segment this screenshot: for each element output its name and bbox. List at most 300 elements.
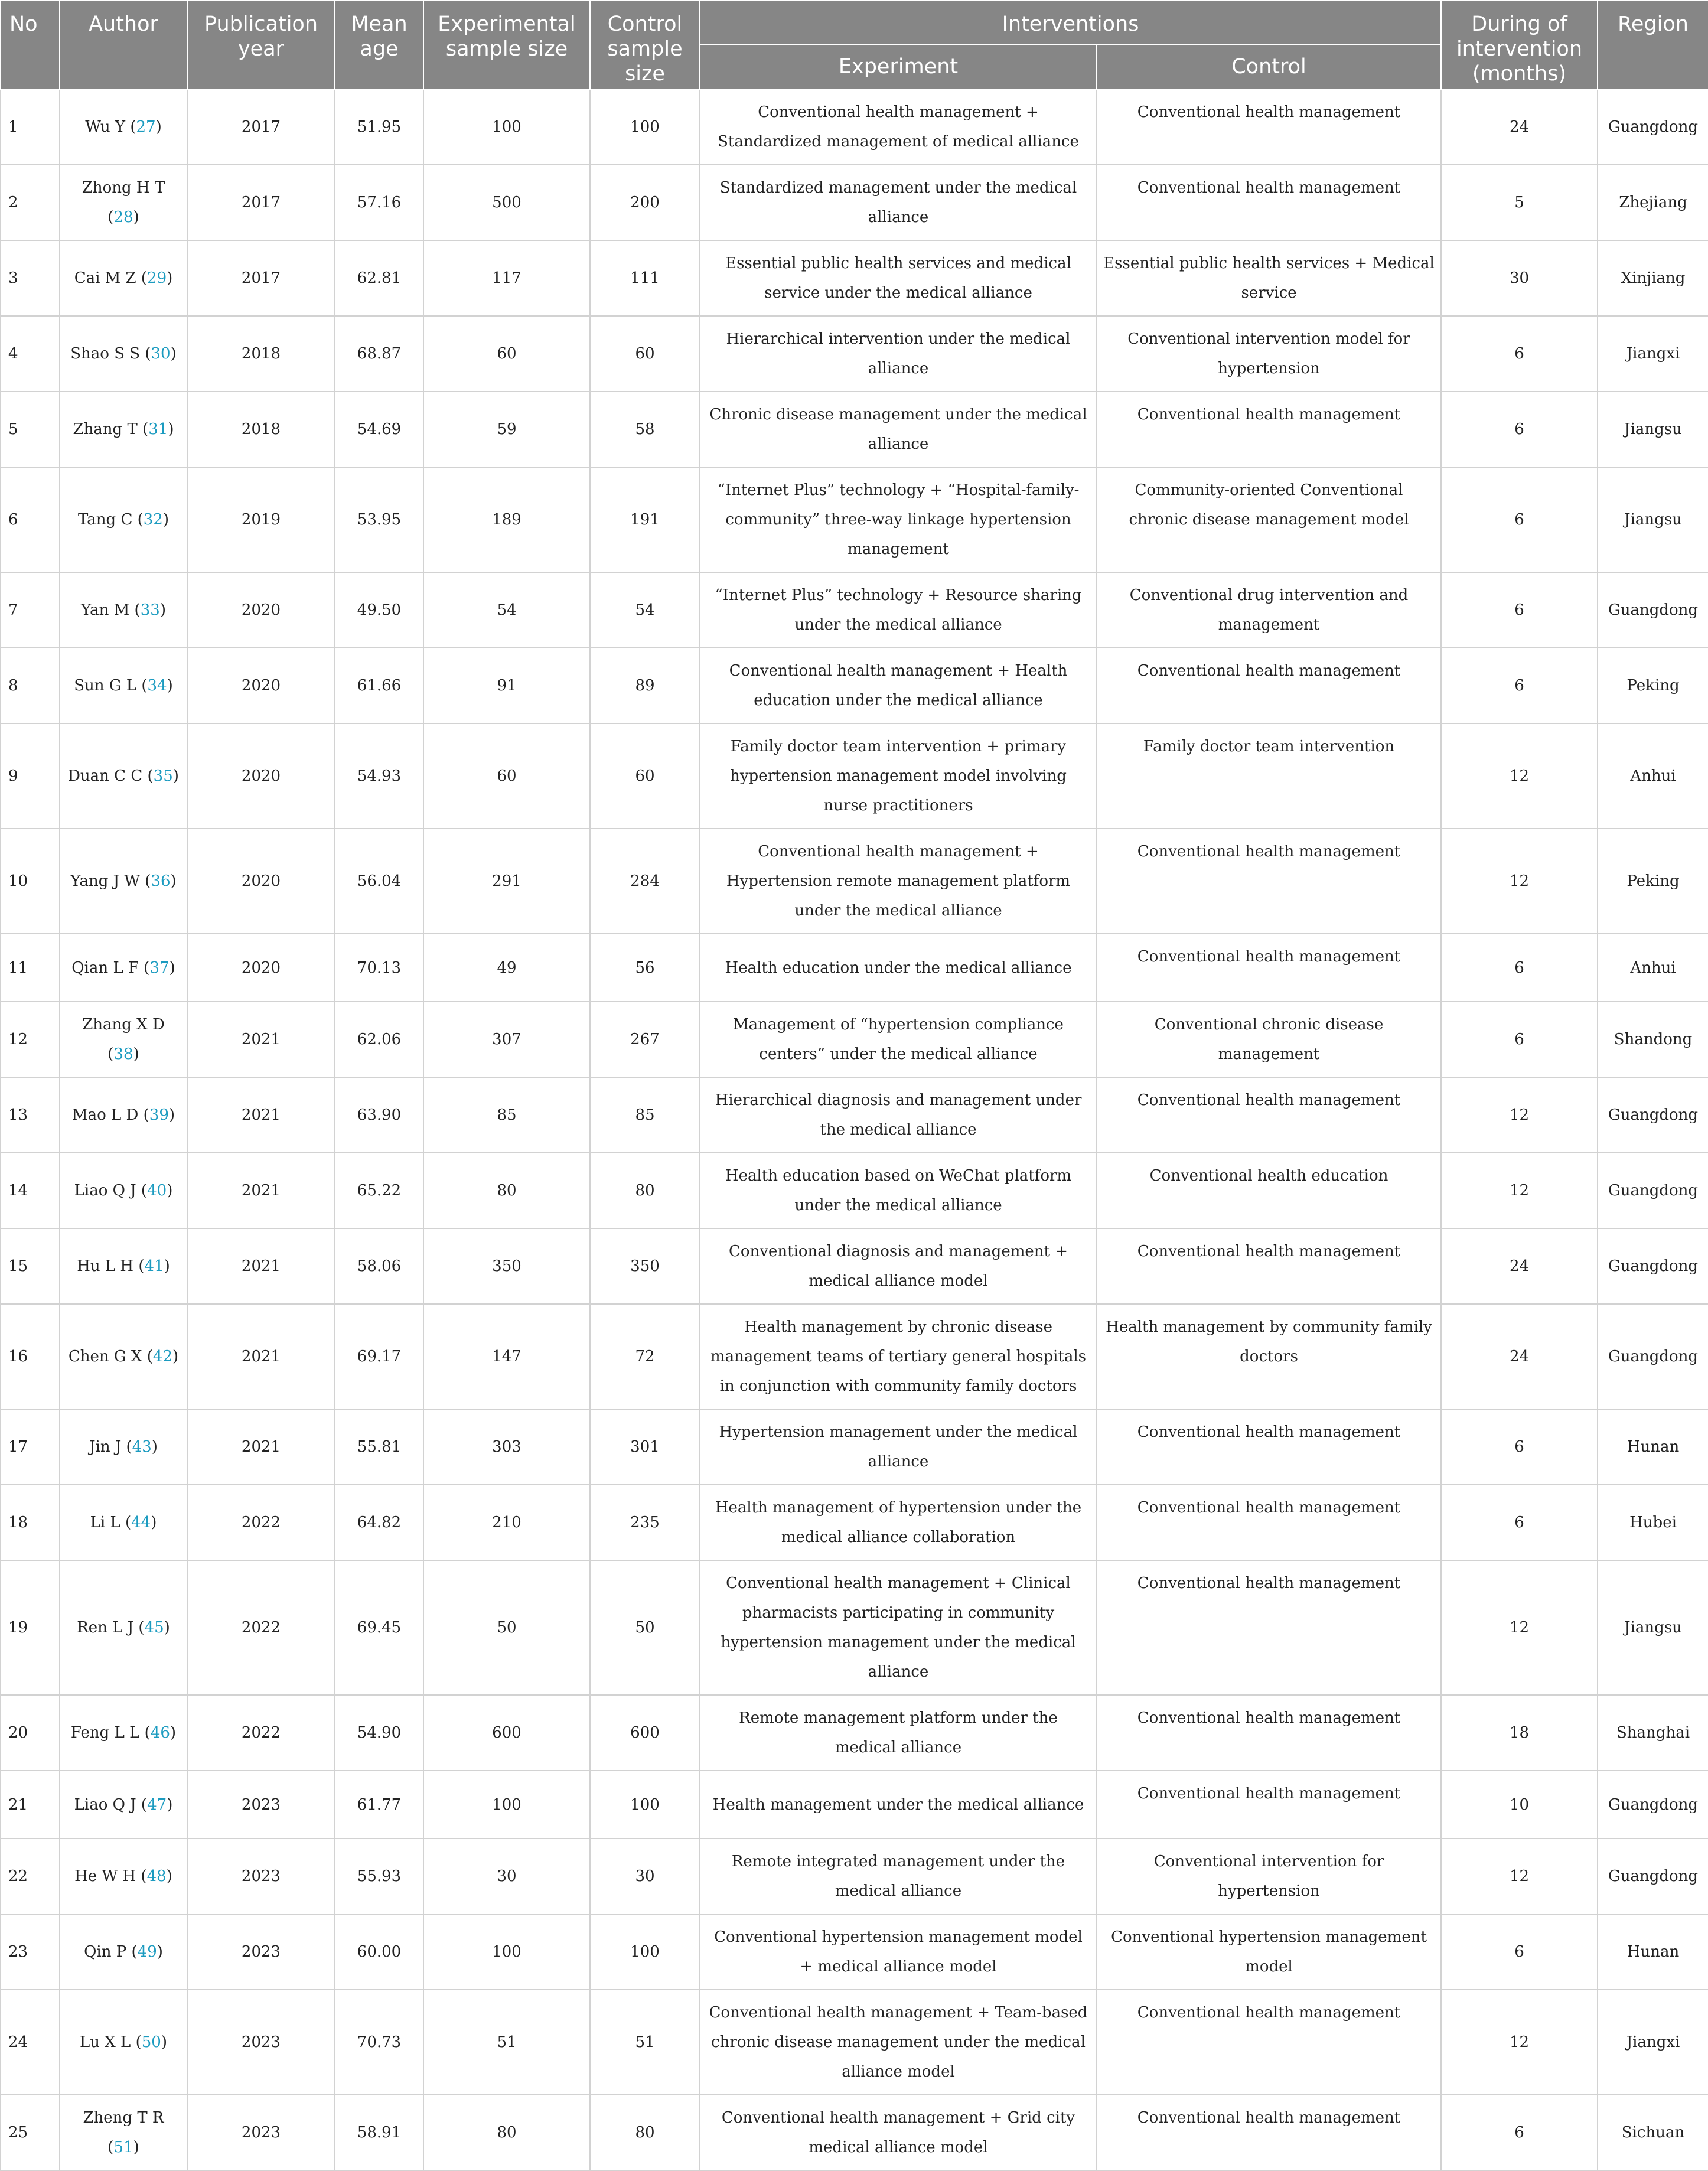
cell-ctrl-size: 30 [590, 1838, 700, 1914]
cell-exp-size: 100 [423, 89, 590, 165]
cell-author: Wu Y (27) [60, 89, 187, 165]
cell-age: 62.06 [335, 1002, 423, 1077]
cell-exp-size: 80 [423, 1153, 590, 1228]
cell-exp-size: 59 [423, 392, 590, 467]
cell-duration: 6 [1441, 467, 1598, 572]
cell-no: 15 [1, 1228, 60, 1304]
cell-age: 68.87 [335, 316, 423, 392]
cell-experiment: Hierarchical diagnosis and management under the medical alliance [700, 1077, 1097, 1153]
cell-control: Conventional health management [1097, 1771, 1441, 1838]
cell-age: 56.04 [335, 829, 423, 934]
cell-region: Shanghai [1598, 1695, 1708, 1771]
cell-ctrl-size: 100 [590, 1771, 700, 1838]
cell-year: 2023 [187, 2095, 335, 2170]
table-row [1, 392, 1708, 467]
cell-exp-size: 60 [423, 723, 590, 829]
cell-ctrl-size: 60 [590, 723, 700, 829]
cell-exp-size: 30 [423, 1838, 590, 1914]
cell-control: Conventional health management [1097, 648, 1441, 723]
table-row [1, 2095, 1708, 2170]
author-name: Yan M [81, 601, 130, 619]
cell-duration: 12 [1441, 1560, 1598, 1695]
table-row [1, 1560, 1708, 1695]
cell-duration: 12 [1441, 723, 1598, 829]
cell-experiment: “Internet Plus” technology + Resource sharing under the medical alliance [700, 572, 1097, 648]
cell-duration: 24 [1441, 89, 1598, 165]
cell-year: 2023 [187, 1914, 335, 1990]
cell-exp-size: 117 [423, 240, 590, 316]
author-name: Zhang X D [82, 1016, 165, 1034]
cell-control: Conventional health management [1097, 829, 1441, 934]
citation-link[interactable]: 29 [147, 269, 167, 287]
cell-control: Family doctor team intervention [1097, 723, 1441, 829]
cell-experiment: Health education based on WeChat platform under the medical alliance [700, 1153, 1097, 1228]
cell-experiment: Hypertension management under the medical alliance [700, 1409, 1097, 1485]
cell-ctrl-size: 51 [590, 1990, 700, 2095]
cell-exp-size: 91 [423, 648, 590, 723]
cell-duration: 12 [1441, 1153, 1598, 1228]
citation-link[interactable]: 50 [141, 2033, 161, 2051]
table-row [1, 1409, 1708, 1485]
author-name: Mao L D [71, 1106, 139, 1124]
header-exp-size: Experimental sample size [423, 1, 590, 89]
cell-ctrl-size: 111 [590, 240, 700, 316]
table-row [1, 1990, 1708, 2095]
cell-ctrl-size: 54 [590, 572, 700, 648]
cell-no: 1 [1, 89, 60, 165]
cell-author: Lu X L (50) [60, 1990, 187, 2095]
cell-no: 19 [1, 1560, 60, 1695]
header-no: No [1, 1, 60, 89]
cell-ctrl-size: 350 [590, 1228, 700, 1304]
table-body [1, 89, 1708, 2170]
cell-year: 2021 [187, 1153, 335, 1228]
cell-experiment: Remote management platform under the medical alliance [700, 1695, 1097, 1771]
cell-exp-size: 49 [423, 934, 590, 1002]
cell-no: 7 [1, 572, 60, 648]
cell-age: 63.90 [335, 1077, 423, 1153]
cell-exp-size: 189 [423, 467, 590, 572]
cell-year: 2021 [187, 1304, 335, 1409]
header-author: Author [60, 1, 187, 89]
cell-age: 69.45 [335, 1560, 423, 1695]
cell-age: 54.90 [335, 1695, 423, 1771]
cell-experiment: Essential public health services and medical service under the medical alliance [700, 240, 1097, 316]
cell-author: Chen G X (42) [60, 1304, 187, 1409]
cell-experiment: Health education under the medical alliance [700, 934, 1097, 1002]
cell-exp-size: 210 [423, 1485, 590, 1560]
cell-experiment: Conventional health management + Grid city medical alliance model [700, 2095, 1097, 2170]
cell-experiment: Management of “hypertension compliance centers” under the medical alliance [700, 1002, 1097, 1077]
cell-no: 10 [1, 829, 60, 934]
cell-control: Conventional intervention for hypertension [1097, 1838, 1441, 1914]
header-interventions: Interventions [700, 1, 1441, 44]
cell-author: Li L (44) [60, 1485, 187, 1560]
table-header [1, 1, 1708, 89]
cell-control: Conventional health management [1097, 1560, 1441, 1695]
cell-author: Ren L J (45) [60, 1560, 187, 1695]
citation-link[interactable]: 42 [152, 1348, 172, 1365]
citation-link[interactable]: 46 [150, 1724, 170, 1742]
cell-duration: 6 [1441, 648, 1598, 723]
cell-no: 12 [1, 1002, 60, 1077]
cell-region: Zhejiang [1598, 165, 1708, 240]
cell-experiment: Standardized management under the medical alliance [700, 165, 1097, 240]
citation-link[interactable]: 39 [149, 1106, 169, 1124]
cell-ctrl-size: 191 [590, 467, 700, 572]
cell-age: 61.77 [335, 1771, 423, 1838]
citation-link[interactable]: 36 [151, 872, 171, 890]
citation-link[interactable]: 49 [137, 1943, 157, 1961]
cell-region: Jiangsu [1598, 392, 1708, 467]
cell-year: 2018 [187, 392, 335, 467]
cell-control: Conventional chronic disease management [1097, 1002, 1441, 1077]
cell-control: Conventional health management [1097, 1695, 1441, 1771]
author-name: Cai M Z [74, 269, 136, 287]
cell-age: 58.06 [335, 1228, 423, 1304]
cell-no: 25 [1, 2095, 60, 2170]
author-name: Qian L F [71, 959, 139, 977]
cell-region: Peking [1598, 829, 1708, 934]
cell-control: Conventional health management [1097, 1228, 1441, 1304]
cell-experiment: Conventional health management + Hypertension remote management platform under the medical alliance [700, 829, 1097, 934]
cell-control: Conventional intervention model for hypertension [1097, 316, 1441, 392]
author-name: Qin P [84, 1943, 127, 1961]
author-name: Shao S S [70, 345, 141, 363]
cell-duration: 6 [1441, 1914, 1598, 1990]
cell-duration: 30 [1441, 240, 1598, 316]
cell-year: 2017 [187, 240, 335, 316]
cell-no: 23 [1, 1914, 60, 1990]
cell-ctrl-size: 235 [590, 1485, 700, 1560]
cell-exp-size: 600 [423, 1695, 590, 1771]
cell-region: Jiangsu [1598, 467, 1708, 572]
citation-link[interactable]: 28 [113, 208, 133, 226]
table-row [1, 648, 1708, 723]
cell-ctrl-size: 80 [590, 2095, 700, 2170]
cell-control: Conventional health education [1097, 1153, 1441, 1228]
cell-ctrl-size: 200 [590, 165, 700, 240]
cell-author: Zheng T R (51) [60, 2095, 187, 2170]
cell-year: 2019 [187, 467, 335, 572]
cell-experiment: Family doctor team intervention + primary hypertension management model involving nurse practitioners [700, 723, 1097, 829]
cell-control: Conventional health management [1097, 165, 1441, 240]
cell-author: Yan M (33) [60, 572, 187, 648]
cell-duration: 6 [1441, 2095, 1598, 2170]
cell-experiment: Conventional diagnosis and management + medical alliance model [700, 1228, 1097, 1304]
author-name: Wu Y [85, 118, 126, 136]
cell-region: Hunan [1598, 1914, 1708, 1990]
citation-link[interactable]: 32 [143, 511, 163, 529]
author-name: Lu X L [80, 2033, 131, 2051]
citation-link[interactable]: 30 [151, 345, 171, 363]
cell-no: 5 [1, 392, 60, 467]
cell-experiment: Conventional health management + Standardized management of medical alliance [700, 89, 1097, 165]
cell-exp-size: 85 [423, 1077, 590, 1153]
cell-duration: 6 [1441, 934, 1598, 1002]
cell-author: Sun G L (34) [60, 648, 187, 723]
table-row [1, 165, 1708, 240]
cell-year: 2020 [187, 934, 335, 1002]
cell-region: Anhui [1598, 934, 1708, 1002]
cell-experiment: Conventional health management + Team-based chronic disease management under the medical alliance model [700, 1990, 1097, 2095]
cell-author: Shao S S (30) [60, 316, 187, 392]
cell-exp-size: 303 [423, 1409, 590, 1485]
citation-link[interactable]: 34 [147, 677, 167, 695]
cell-experiment: Remote integrated management under the medical alliance [700, 1838, 1097, 1914]
citation-link[interactable]: 37 [149, 959, 170, 977]
cell-duration: 12 [1441, 1077, 1598, 1153]
header-year: Publication year [187, 1, 335, 89]
table-row [1, 1695, 1708, 1771]
cell-duration: 18 [1441, 1695, 1598, 1771]
table-row [1, 1838, 1708, 1914]
cell-author: Zhong H T (28) [60, 165, 187, 240]
cell-experiment: Health management by chronic disease management teams of tertiary general hospitals in conjunction with community family doctors [700, 1304, 1097, 1409]
cell-exp-size: 54 [423, 572, 590, 648]
cell-experiment: Health management of hypertension under the medical alliance collaboration [700, 1485, 1097, 1560]
citation-link[interactable]: 44 [131, 1514, 151, 1531]
citation-link[interactable]: 31 [148, 420, 168, 438]
cell-region: Guangdong [1598, 1304, 1708, 1409]
cell-age: 62.81 [335, 240, 423, 316]
cell-year: 2017 [187, 89, 335, 165]
cell-author: Liao Q J (47) [60, 1771, 187, 1838]
cell-region: Hunan [1598, 1409, 1708, 1485]
author-name: Jin J [89, 1438, 122, 1456]
cell-region: Jiangxi [1598, 1990, 1708, 2095]
cell-experiment: Conventional health management + Clinical pharmacists participating in community hypertension management under the medical alliance [700, 1560, 1097, 1695]
author-name: Zhong H T [82, 179, 165, 197]
citation-link[interactable]: 33 [140, 601, 160, 619]
cell-no: 6 [1, 467, 60, 572]
cell-experiment: Health management under the medical alliance [700, 1771, 1097, 1838]
table-row [1, 723, 1708, 829]
cell-region: Hubei [1598, 1485, 1708, 1560]
cell-ctrl-size: 60 [590, 316, 700, 392]
cell-duration: 6 [1441, 1409, 1598, 1485]
table-row [1, 1077, 1708, 1153]
cell-ctrl-size: 301 [590, 1409, 700, 1485]
author-name: Tang C [77, 511, 133, 529]
citation-link[interactable]: 48 [146, 1867, 167, 1885]
cell-exp-size: 147 [423, 1304, 590, 1409]
cell-control: Conventional hypertension management model [1097, 1914, 1441, 1990]
cell-control: Community-oriented Conventional chronic disease management model [1097, 467, 1441, 572]
table-row [1, 467, 1708, 572]
cell-duration: 10 [1441, 1771, 1598, 1838]
cell-experiment: Conventional hypertension management model + medical alliance model [700, 1914, 1097, 1990]
citation-link[interactable]: 41 [144, 1257, 164, 1275]
cell-year: 2021 [187, 1228, 335, 1304]
table-row [1, 1002, 1708, 1077]
cell-control: Health management by community family doctors [1097, 1304, 1441, 1409]
cell-no: 18 [1, 1485, 60, 1560]
header-duration: During of intervention (months) [1441, 1, 1598, 89]
cell-author: Qin P (49) [60, 1914, 187, 1990]
cell-year: 2022 [187, 1695, 335, 1771]
table-row [1, 572, 1708, 648]
cell-duration: 6 [1441, 316, 1598, 392]
cell-no: 14 [1, 1153, 60, 1228]
cell-region: Guangdong [1598, 89, 1708, 165]
table-row [1, 829, 1708, 934]
cell-control: Essential public health services + Medical service [1097, 240, 1441, 316]
cell-year: 2021 [187, 1409, 335, 1485]
cell-no: 13 [1, 1077, 60, 1153]
author-name: Liao Q J [74, 1182, 136, 1199]
cell-region: Guangdong [1598, 1153, 1708, 1228]
table-row [1, 1304, 1708, 1409]
cell-ctrl-size: 100 [590, 89, 700, 165]
cell-no: 21 [1, 1771, 60, 1838]
header-experiment: Experiment [700, 44, 1097, 89]
cell-exp-size: 80 [423, 2095, 590, 2170]
cell-age: 60.00 [335, 1914, 423, 1990]
cell-age: 64.82 [335, 1485, 423, 1560]
cell-author: Yang J W (36) [60, 829, 187, 934]
cell-duration: 6 [1441, 1002, 1598, 1077]
author-name: Duan C C [68, 767, 143, 785]
cell-no: 17 [1, 1409, 60, 1485]
cell-exp-size: 51 [423, 1990, 590, 2095]
header-region: Region [1598, 1, 1708, 89]
citation-link[interactable]: 40 [147, 1182, 167, 1199]
cell-duration: 6 [1441, 392, 1598, 467]
citation-link[interactable]: 38 [113, 1045, 133, 1063]
cell-duration: 12 [1441, 829, 1598, 934]
cell-no: 16 [1, 1304, 60, 1409]
cell-author: Qian L F (37) [60, 934, 187, 1002]
author-name: Li L [90, 1514, 120, 1531]
cell-year: 2022 [187, 1560, 335, 1695]
cell-age: 58.91 [335, 2095, 423, 2170]
cell-author: Zhang X D (38) [60, 1002, 187, 1077]
citation-link[interactable]: 51 [113, 2139, 133, 2156]
author-name: Yang J W [70, 872, 141, 890]
cell-age: 54.93 [335, 723, 423, 829]
header-ctrl-size: Control sample size [590, 1, 700, 89]
author-name: Zheng T R [83, 2109, 164, 2127]
cell-age: 57.16 [335, 165, 423, 240]
cell-exp-size: 60 [423, 316, 590, 392]
cell-control: Conventional health management [1097, 392, 1441, 467]
cell-duration: 24 [1441, 1304, 1598, 1409]
citation-link[interactable]: 35 [153, 767, 173, 785]
cell-duration: 12 [1441, 1990, 1598, 2095]
author-name: Liao Q J [74, 1795, 136, 1814]
cell-no: 4 [1, 316, 60, 392]
cell-experiment: Conventional health management + Health education under the medical alliance [700, 648, 1097, 723]
cell-control: Conventional health management [1097, 1077, 1441, 1153]
cell-age: 55.93 [335, 1838, 423, 1914]
cell-exp-size: 350 [423, 1228, 590, 1304]
cell-control: Conventional health management [1097, 1409, 1441, 1485]
cell-region: Sichuan [1598, 2095, 1708, 2170]
cell-region: Shandong [1598, 1002, 1708, 1077]
cell-experiment: Hierarchical intervention under the medical alliance [700, 316, 1097, 392]
table-row [1, 1228, 1708, 1304]
cell-age: 53.95 [335, 467, 423, 572]
table-row [1, 934, 1708, 1002]
cell-exp-size: 100 [423, 1914, 590, 1990]
cell-age: 49.50 [335, 572, 423, 648]
cell-control: Conventional health management [1097, 89, 1441, 165]
cell-duration: 12 [1441, 1838, 1598, 1914]
author-name: Hu L H [77, 1257, 134, 1275]
cell-exp-size: 100 [423, 1771, 590, 1838]
cell-year: 2018 [187, 316, 335, 392]
cell-ctrl-size: 267 [590, 1002, 700, 1077]
header-age: Mean age [335, 1, 423, 89]
cell-author: Tang C (32) [60, 467, 187, 572]
cell-year: 2023 [187, 1771, 335, 1838]
table-row [1, 1914, 1708, 1990]
cell-age: 51.95 [335, 89, 423, 165]
cell-no: 3 [1, 240, 60, 316]
cell-ctrl-size: 600 [590, 1695, 700, 1771]
author-name: Zhang T [73, 420, 138, 438]
cell-author: He W H (48) [60, 1838, 187, 1914]
cell-ctrl-size: 58 [590, 392, 700, 467]
cell-region: Guangdong [1598, 572, 1708, 648]
citation-link[interactable]: 47 [147, 1795, 167, 1814]
cell-ctrl-size: 85 [590, 1077, 700, 1153]
cell-ctrl-size: 100 [590, 1914, 700, 1990]
cell-region: Xinjiang [1598, 240, 1708, 316]
cell-duration: 5 [1441, 165, 1598, 240]
cell-region: Guangdong [1598, 1228, 1708, 1304]
citation-link[interactable]: 27 [136, 118, 156, 136]
cell-control: Conventional health management [1097, 1990, 1441, 2095]
cell-no: 9 [1, 723, 60, 829]
cell-exp-size: 291 [423, 829, 590, 934]
cell-year: 2021 [187, 1002, 335, 1077]
cell-ctrl-size: 89 [590, 648, 700, 723]
table-row [1, 240, 1708, 316]
cell-exp-size: 307 [423, 1002, 590, 1077]
cell-age: 55.81 [335, 1409, 423, 1485]
cell-year: 2020 [187, 648, 335, 723]
cell-year: 2020 [187, 829, 335, 934]
cell-control: Conventional health management [1097, 934, 1441, 1002]
cell-no: 22 [1, 1838, 60, 1914]
cell-no: 8 [1, 648, 60, 723]
citation-link[interactable]: 45 [144, 1619, 164, 1637]
cell-region: Guangdong [1598, 1838, 1708, 1914]
cell-region: Anhui [1598, 723, 1708, 829]
table-row [1, 89, 1708, 165]
cell-year: 2023 [187, 1990, 335, 2095]
cell-ctrl-size: 56 [590, 934, 700, 1002]
cell-region: Guangdong [1598, 1771, 1708, 1838]
citation-link[interactable]: 43 [132, 1438, 152, 1456]
cell-no: 2 [1, 165, 60, 240]
cell-year: 2020 [187, 723, 335, 829]
cell-year: 2022 [187, 1485, 335, 1560]
cell-author: Zhang T (31) [60, 392, 187, 467]
cell-region: Jiangsu [1598, 1560, 1708, 1695]
cell-age: 65.22 [335, 1153, 423, 1228]
table-row [1, 316, 1708, 392]
cell-control: Conventional health management [1097, 2095, 1441, 2170]
author-name: Ren L J [77, 1619, 134, 1637]
cell-age: 70.13 [335, 934, 423, 1002]
cell-year: 2017 [187, 165, 335, 240]
cell-duration: 6 [1441, 1485, 1598, 1560]
cell-no: 24 [1, 1990, 60, 2095]
cell-no: 11 [1, 934, 60, 1002]
